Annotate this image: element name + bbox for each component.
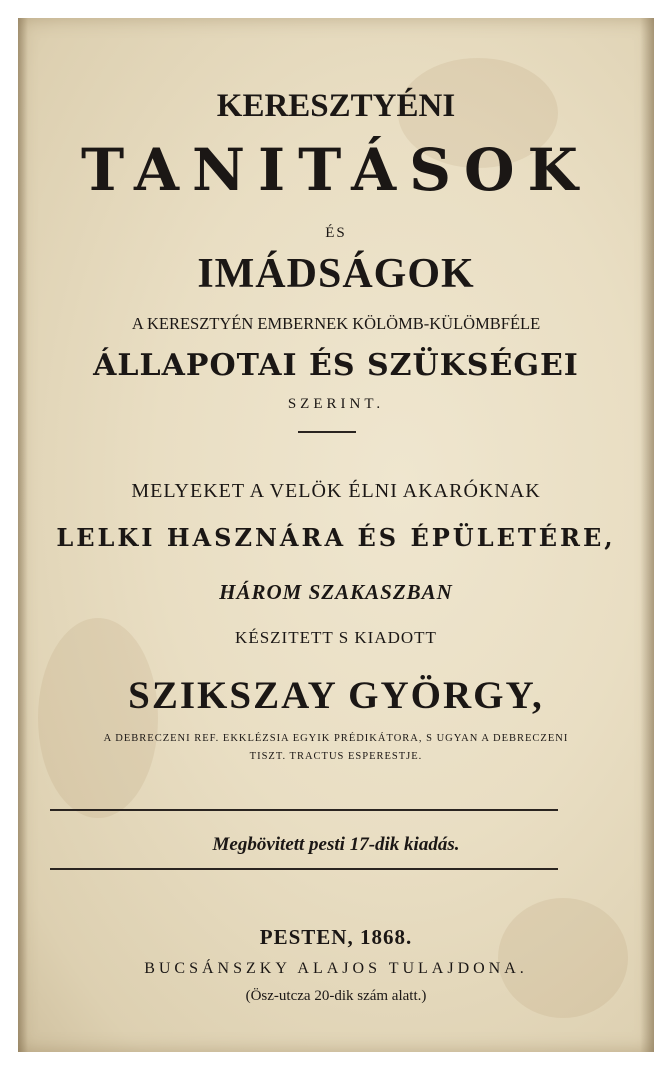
purpose-line-2: LELKI HASZNÁRA ÉS ÉPÜLETÉRE, (56, 523, 616, 552)
paper-stain (38, 618, 158, 818)
author-role-line-1: A DEBRECZENI REF. EKKLÉZSIA EGYIK PRÉDIKÁTORA, S UGYAN A DEBRECZENI (103, 733, 569, 744)
divider-bottom (50, 868, 558, 870)
subtitle-line-3: SZERINT. (287, 396, 385, 412)
second-title: IMÁDSÁGOK (197, 251, 475, 297)
edition-line: Megbövitett pesti 17-dik kiadás. (212, 834, 460, 855)
author-name: SZIKSZAY GYÖRGY, (128, 674, 544, 717)
subtitle-line-1: A KERESZTYÉN EMBERNEK KÖLÖMB-KÜLÖMBFÉLE (131, 314, 541, 333)
conjunction: ÉS (325, 225, 347, 241)
author-role-line-2: TISZT. TRACTUS ESPERESTJE. (249, 751, 423, 762)
made-by-line: KÉSZITETT S KIADOTT (235, 628, 437, 647)
place-year: PESTEN, 1868. (259, 925, 413, 949)
title-page (18, 18, 654, 1052)
purpose-line-1: MELYEKET A VELÖK ÉLNI AKARÓKNAK (131, 480, 541, 502)
divider-top (50, 809, 558, 811)
subtitle-line-2: ÁLLAPOTAI ÉS SZÜKSÉGEI (93, 348, 579, 383)
sections-line: HÁROM SZAKASZBAN (219, 580, 453, 604)
title-line-1: KERESZTYÉNI (216, 88, 456, 124)
divider-short (298, 431, 356, 433)
address-line: (Ösz-utcza 20-dik szám alatt.) (245, 988, 427, 1004)
main-title: TANITÁSOK (81, 136, 591, 204)
publisher-line: BUCSÁNSZKY ALAJOS TULAJDONA. (144, 960, 528, 977)
